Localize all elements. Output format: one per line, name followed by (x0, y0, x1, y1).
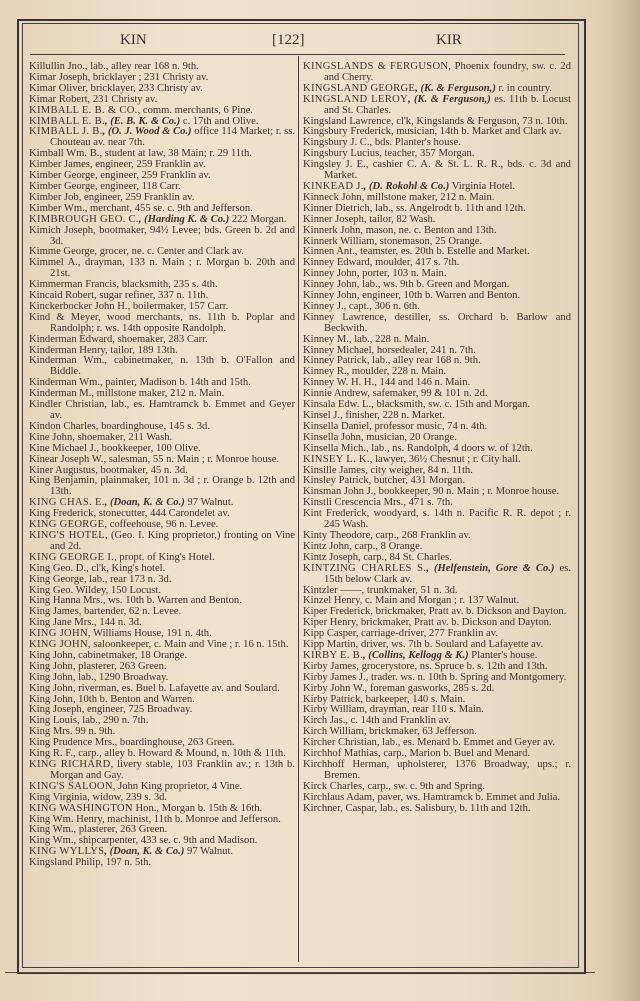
entry-name: Kirchlaus Adam (303, 791, 373, 803)
entry-name: Kinnerk John (303, 224, 361, 236)
entry-details: , engineer, 725 Broadway. (81, 704, 193, 716)
entry-details: , tailor, 189 13th. (105, 344, 178, 356)
entry-name: Kinderman Edward (29, 333, 113, 345)
entry-name: KINGSLAND LEROY (303, 93, 408, 105)
entry-details: , 231 Christy av. (87, 93, 158, 105)
entry-name: Kinney John (303, 290, 357, 302)
entry-name: Kingsbury Lucius (303, 148, 380, 160)
entry-name: Kinney Edward (303, 257, 370, 269)
entry-name: Kinderman M. (29, 388, 92, 400)
entry-name: King John (29, 682, 73, 694)
entry-details: , riverman, es. Buel b. Lafayette av. and Soulard. (72, 682, 280, 694)
entry-details: , merchant, 455 se. c. 9th and Jefferson. (84, 202, 253, 214)
entry-details: , carp., alley b. Howard & Mound, n. 10th & 11th. (72, 748, 286, 760)
entry-details: , propt. of King's Hotel. (114, 551, 215, 563)
entry-details: , boilermaker, 157 Carr. (127, 300, 229, 312)
entry-name: Kirch Jas. (303, 715, 346, 727)
entry-details: , woodyard, s. 14th n. Pacific R. R. depot ; r. 245 Wash. (324, 508, 572, 531)
entry-details: , bookkeeper, 100 Olive. (96, 442, 201, 454)
directory-entry (29, 858, 295, 869)
entry-details: , boardinghouse, 263 Green. (114, 737, 235, 749)
entry-name: Kimber George (29, 170, 95, 182)
entry-details: , drayman, 133 n. Main ; r. Morgan b. 20th and 21st. (50, 257, 296, 280)
entry-name: KING JOHN (29, 628, 88, 640)
entry-name: KINKEAD J. (303, 180, 364, 192)
entry-firm: , (Harding K. & Co.) (138, 213, 230, 225)
entry-details: , carp., Marion b. Buel and Menard. (378, 748, 531, 760)
entry-name: Kincaid Robert (29, 290, 95, 302)
entry-details: , blacksmith, sw. c. 15th and Morgan. (371, 399, 531, 411)
entry-firm: , (Doan, K. & Co.) (104, 497, 185, 509)
entry-name: King Geo. Wildey (29, 584, 106, 596)
entry-details: , bookkeeper, 90 n. Main ; r. Monroe house. (373, 486, 560, 498)
entry-firm: , (D. Rokohl & Co.) (363, 180, 450, 192)
entry-details: , drayman, rear 110 s. Main. (364, 704, 484, 716)
entry-details: , lawyer, 36½ Chesnut ; r. City hall. (369, 453, 521, 465)
entry-name: Kinear Joseph W. (29, 453, 104, 465)
entry-name: Kimich Joseph (29, 224, 94, 236)
entry-name: KING GEORGE (29, 519, 105, 531)
entry-name: Kind & Meyer (29, 311, 98, 323)
entry-name: King Wm. Henry (29, 813, 102, 825)
entry-name: KING CHAS. E. (29, 497, 105, 509)
entry-details: , tailor, 82 Wash. (363, 213, 436, 225)
entry-details: , student at law, 38 Main; r. 29 11th. (99, 148, 252, 160)
directory-entry (303, 564, 571, 586)
directory-entry (303, 760, 571, 782)
entry-details: , professor music, 74 n. 4th. (369, 420, 488, 432)
entry-firm: , (K. & Ferguson,) (407, 93, 491, 105)
entry-details: , carp., 268 Franklin av. (370, 529, 471, 541)
entry-details: Hon., Morgan b. 15th & 16th. (132, 802, 263, 814)
entry-name: Kinsley Patrick (303, 475, 369, 487)
entry-details: , bds. Planter's house. (369, 137, 461, 149)
entry-name: King Wm. (29, 835, 74, 847)
entry-name: Kircher Christian (303, 737, 377, 749)
directory-entry (29, 258, 295, 280)
entry-details: , shoemaker, 211 Wash. (72, 431, 173, 443)
bottom-rule (5, 972, 595, 973)
entry-name: Kintzler —— (303, 584, 362, 596)
entry-name: KIMBALL J. B. (29, 126, 103, 138)
entry-details: , city weigher, 84 n. 11th. (365, 464, 473, 476)
entry-details: , cabinetmaker, n. 13th b. O'Fallon and Biddle. (50, 355, 295, 378)
directory-entry (303, 313, 571, 335)
entry-name: King John (29, 649, 73, 661)
entry-name: KING GEORGE I. (29, 551, 115, 563)
entry-name: King Prudence Mrs. (29, 737, 115, 749)
entry-details: , bootmaker, 94½ Levee; bds. Green b. 2d and 3d. (50, 224, 295, 247)
entry-name: Kimme George (29, 246, 95, 258)
entry-details: , grocer, ne. c. Center and Clark av. (94, 246, 244, 258)
entry-details: , carp., 8 Orange. (349, 540, 423, 552)
entry-firm: , (K. & Ferguson,) (415, 82, 496, 94)
entry-name: KIMBALL E. B. (29, 115, 105, 127)
column-divider (298, 56, 299, 962)
entry-name: King Geo. D. (29, 562, 87, 574)
right-column (303, 62, 571, 815)
entry-details: , driver, ws. 7th b. Soulard and Lafayette av. (355, 639, 544, 651)
entry-name: King Hanna Mrs. (29, 595, 103, 607)
entry-name: Kinney R. (303, 366, 347, 378)
entry-name: King George (29, 573, 84, 585)
entry-details: , engineer, 259 Franklin av. (78, 191, 195, 203)
entry-firm: , (O. J. Wood & Co.) (102, 126, 192, 138)
entry-name: Kinner Joseph (303, 213, 364, 225)
entry-details: , carp., sw. c. 9th and Spring. (362, 780, 486, 792)
entry-details: , brickmaker, Pratt av. b. Dickson and Dayton. (355, 617, 552, 629)
entry-name: Kindon Charles (29, 420, 96, 432)
running-header (24, 28, 576, 54)
entry-details: , porter, 103 n. Main. (356, 268, 447, 280)
entry-details: , John King proprietor, 4 Vine. (112, 780, 243, 792)
entry-name: KING'S SALOON (29, 780, 113, 792)
entry-name: Kinnen Ant. (303, 246, 355, 258)
entry-details: , wood merchants, ns. 11th b. Poplar and Randolph; r. ws. 14th opposite Randolph. (50, 311, 295, 334)
entry-name: Kinney John (303, 268, 357, 280)
left-column (29, 62, 295, 869)
entry-details: , millstone maker, 212 n. Main. (91, 388, 225, 400)
entry-name: King Mrs. (29, 726, 73, 738)
entry-details: , lab., 1290 Broadway. (72, 671, 169, 683)
entry-name: Kinnerk William (303, 235, 375, 247)
entry-name: Kinney M. (303, 333, 349, 345)
entry-name: Kinstli Crescencia Mrs. (303, 497, 404, 509)
entry-name: Killullin Jno. (29, 61, 85, 72)
entry-details: , boardinghouse, 145 s. 3d. (95, 420, 210, 432)
entry-name: KINGSLANDS & FERGUSON (303, 61, 449, 72)
directory-entry (29, 313, 295, 335)
entry-details: , cl'k, Kingslands & Ferguson, 73 n. 10th. (390, 115, 568, 127)
header-rule (30, 54, 565, 55)
entry-details: , comm. merchants, 6 Pine. (137, 104, 253, 116)
entry-name: KIRBY E. B. (303, 649, 363, 661)
entry-name: Kingsbury J. C. (303, 137, 370, 149)
entry-details: Virginia Hotel. (449, 180, 516, 192)
entry-details: , teamster, es. 20th b. Estelle and Market. (354, 246, 530, 258)
entry-details: es. 15th below Clark av. (324, 562, 572, 585)
entry-details: 97 Walnut. (184, 497, 234, 509)
entry-details: , lab., ss. Angelrodt b. 11th and 12th. (369, 202, 526, 214)
entry-details: , blacksmith, 235 s. 4th. (116, 279, 218, 291)
entry-name: King Joseph (29, 704, 82, 716)
entry-details: , salesman, 55 n. Main ; r. Monroe house. (103, 453, 280, 465)
entry-details: , plasterer, 263 Green. (72, 660, 167, 672)
entry-name: Kinney Lawrence (303, 311, 384, 323)
entry-details: , lab., ws. 9th b. Green and Morgan. (356, 279, 510, 291)
entry-name: King James (29, 606, 79, 618)
entry-details: , foreman gasworks, 285 s. 2d. (364, 682, 495, 694)
entry-details: , stonecutter, 444 Carondelet av. (93, 508, 230, 520)
entry-details: , brickmaker, Pratt av. b. Dickson and Dayton. (370, 606, 567, 618)
entry-details: , carriage-driver, 277 Franklin av. (355, 628, 498, 640)
entry-details: , 144 n. 3d. (94, 617, 142, 629)
entry-details: c. 17th and Olive. (180, 115, 259, 127)
entry-name: Kingsland Lawrence (303, 115, 391, 127)
directory-entry (29, 760, 295, 782)
entry-name: KING WASHINGTON (29, 802, 133, 814)
entry-details: , engineer, 259 Franklin av. (89, 159, 206, 171)
entry-name: Kirck Charles (303, 780, 363, 792)
entry-name: Kimmel A. (29, 257, 78, 269)
entry-details: , sugar refiner, 337 n. 11th. (94, 290, 209, 302)
entry-name: Kint Frederick (303, 508, 367, 520)
entry-name: Kinsala Edw. L. (303, 399, 372, 411)
entry-details: , trader. ws. n. 10th b. Spring and Montgomery. (365, 671, 567, 683)
header-right-guide-word: KIR (436, 32, 462, 48)
entry-details: , bootmaker, 45 n. 3d. (95, 464, 188, 476)
entry-name: KING'S HOTEL (29, 529, 105, 541)
entry-name: Kirby James J. (303, 671, 366, 683)
entry-name: Kimber Wm. (29, 202, 85, 214)
directory-entry (303, 160, 571, 182)
entry-firm: , (E. B. K. & Co.) (104, 115, 181, 127)
entry-details: , machinist, 11th b. Monroe and Jefferson. (101, 813, 281, 825)
entry-details: , horsedealer, 241 n. 7th. (371, 344, 476, 356)
entry-details: , coffeehouse, 96 n. Levee. (104, 519, 219, 531)
entry-details: , shipcarpenter, 433 se. c. 9th and Madison. (73, 835, 258, 847)
entry-name: Kiper Frederick (303, 606, 371, 618)
entry-name: Kipp Casper (303, 628, 356, 640)
entry-details: , saloonkeeper, c. Main and Vine ; r. 16 n. 15th. (87, 639, 289, 651)
entry-details: , 197 n. 5th. (100, 857, 152, 869)
entry-details: , lab., alley rear 168 n. 9th. (366, 355, 481, 367)
entry-name: Kinty Theodore (303, 529, 371, 541)
entry-details: Planter's house. (468, 649, 538, 661)
entry-details: , painter, Madison b. 14th and 15th. (100, 377, 251, 389)
entry-details: , lab., alley rear 168 n. 9th. (84, 61, 199, 72)
entry-name: Kirby Patrick (303, 693, 361, 705)
entry-name: King John (29, 660, 73, 672)
entry-name: Kingsbury Frederick (303, 126, 391, 138)
entry-name: KINSEY L. K. (303, 453, 370, 465)
entry-name: Kimber James (29, 159, 90, 171)
entry-details: , millstone maker, 212 n. Main. (361, 191, 495, 203)
entry-details: 97 Walnut. (184, 846, 234, 858)
entry-name: Kimar Oliver (29, 82, 86, 94)
entry-details: , widow, 239 s. 3d. (87, 791, 168, 803)
entry-details: 99 n. 9th. (72, 726, 116, 738)
entry-name: King Frederick (29, 508, 94, 520)
directory-entry (29, 356, 295, 378)
entry-details: , cl'k, King's hotel. (86, 562, 166, 574)
page-edge-shadow (602, 0, 640, 1001)
entry-details: , livery stable, 103 Franklin av.; r. 13th b. Morgan and Gay. (50, 759, 296, 781)
entry-details: , brickmaker, 63 Jefferson. (363, 726, 477, 738)
entry-name: King Louis (29, 715, 77, 727)
entry-name: Kinnie Andrew (303, 388, 368, 400)
entry-details: es. 11th b. Locust and St. Charles. (324, 93, 571, 116)
entry-name: Kine John (29, 431, 73, 443)
entry-name: Kipp Martin (303, 639, 356, 651)
entry-details: , lab., 290 n. 7th. (76, 715, 149, 727)
entry-name: Kinney J. (303, 300, 344, 312)
entry-details: , Williams House, 191 n. 4th. (87, 628, 212, 640)
entry-name: Kimber Job (29, 191, 79, 203)
entry-details: , safemaker, 99 & 101 n. 2d. (367, 388, 488, 400)
entry-name: Kinney Michael (303, 344, 372, 356)
entry-details: r. in country. (495, 82, 552, 94)
directory-entry (29, 531, 295, 553)
entry-details: , lab., es. Hamtramck b. Emmet and Geyer av. (50, 399, 295, 421)
entry-name: Kinney John (303, 279, 357, 291)
entry-details: , destiller, ss. Orchard b. Barlow and Beckwith. (324, 311, 571, 334)
entry-details: , lab., es. Salisbury, b. 11th and 12th. (374, 802, 531, 814)
entry-name: Kinckerbocker John H. (29, 300, 128, 312)
entry-name: Kimmerman Francis (29, 279, 117, 291)
entry-name: King John (29, 671, 73, 683)
entry-name: KIMBROUGH GEO. C. (29, 213, 139, 225)
entry-details: 222 Morgan. (229, 213, 287, 225)
entry-details: , lab., rear 173 n. 3d. (83, 573, 172, 585)
entry-details: , moulder, 417 s. 7th. (369, 257, 460, 269)
entry-details: , bartender, 62 n. Levee. (78, 606, 182, 618)
directory-entry (303, 62, 571, 84)
entry-name: King Virginia (29, 791, 88, 803)
entry-details: , paver, ws. Hamtramck b. Emmet and Julia. (372, 791, 560, 803)
entry-details: office 114 Market; r. ss. Chouteau av. near 7th. (50, 126, 295, 149)
entry-details: , lab., ns. Randolph, 4 doors w. of 12th. (365, 442, 533, 454)
entry-details: , engineer, 10th b. Warren and Benton. (356, 290, 521, 302)
entry-name: King R. F. (29, 748, 73, 760)
entry-name: Kinsille James (303, 464, 366, 476)
entry-details: , lab., es. Menard b. Emmet and Geyer av. (376, 737, 556, 749)
entry-details: , mason, ne. c. Benton and 13th. (360, 224, 497, 236)
entry-details: , bricklayer, 233 Christy av. (85, 82, 203, 94)
entry-details: , finisher, 228 n. Market. (340, 410, 445, 421)
directory-entry (303, 509, 571, 531)
entry-details: , 150 Locust. (105, 584, 161, 596)
page-number: [122] (272, 32, 305, 48)
directory-entry (29, 127, 295, 149)
entry-details: , cabinetmaker, 18 Orange. (72, 649, 188, 661)
entry-name: Kinsella Mich. (303, 442, 366, 454)
entry-name: Kirchner, Caspar (303, 802, 375, 814)
entry-firm: , (Helfenstein, Gore & Co.) (426, 562, 555, 574)
entry-name: Kimber George (29, 180, 95, 192)
entry-details: , engineer, 118 Carr. (95, 180, 181, 192)
entry-name: King John (29, 693, 73, 705)
entry-details: , cashier C. A. & St. L. R. R., bds. c. 3d and Market. (324, 159, 571, 182)
entry-name: Kirby John W. (303, 682, 365, 694)
entry-name: Kinzel Henry (303, 595, 360, 607)
entry-firm: , (Doan, K. & Co.) (104, 846, 185, 858)
entry-name: Kinsel J. (303, 410, 341, 421)
entry-details: , grocerystore, ns. Spruce b. s. 12th and 13th. (356, 660, 548, 672)
entry-details: , trunkmaker, 51 n. 3d. (361, 584, 458, 596)
entry-name: Kirchhof Mathias (303, 748, 379, 760)
header-left-guide-word: KIN (120, 32, 147, 48)
entry-name: KING WYLLYS (29, 846, 105, 858)
entry-details: , shoemaker, 283 Carr. (112, 333, 208, 345)
entry-details: , plasterer, 263 Green. (73, 824, 168, 836)
entry-name: Kintz John (303, 540, 350, 552)
entry-details: , moulder, 228 n. Main. (346, 366, 447, 378)
entry-name: KING RICHARD (29, 759, 111, 770)
entry-name: Kinner Dietrich (303, 202, 370, 214)
directory-entry (29, 400, 295, 422)
entry-name: Kinney Patrick (303, 355, 367, 367)
entry-name: Kinderman Wm. (29, 377, 101, 389)
entry-name: Kimar Joseph (29, 71, 88, 83)
entry-name: Kirch William (303, 726, 364, 738)
entry-details: , butcher, 431 Morgan. (368, 475, 466, 487)
entry-name: Kinney W. H. H. (303, 377, 375, 389)
entry-details: , carp., 84 St. Charles. (358, 551, 452, 563)
entry-details: , musician, 20 Orange. (360, 431, 457, 443)
entry-name: Kimar Robert (29, 93, 88, 105)
entry-details: , c. Main and Morgan ; r. 137 Walnut. (359, 595, 520, 607)
entry-details: , lab., 228 n. Main. (348, 333, 430, 345)
directory-entry (29, 476, 295, 498)
entry-details: , 10th b. Benton and Warren. (72, 693, 195, 705)
entry-name: Kingsland Philip (29, 857, 101, 869)
entry-details: , 471 s. 7th. (403, 497, 453, 509)
entry-details: , upholsterer, 1376 Broadway, ups.; r. Bremen. (324, 759, 571, 781)
entry-name: King Benjamin (29, 475, 95, 487)
entry-name: King Jane Mrs. (29, 617, 95, 629)
entry-name: Kiner Augustus (29, 464, 96, 476)
entry-details: , 144 and 146 n. Main. (374, 377, 471, 389)
entry-name: KING JOHN (29, 639, 88, 651)
entry-name: Kine Michael J. (29, 442, 97, 454)
entry-details: , stonemason, 25 Orange. (374, 235, 483, 247)
entry-name: Kintz Joseph (303, 551, 359, 563)
entry-details: , bricklayer ; 231 Christy av. (87, 71, 209, 83)
entry-name: KINTZING CHARLES S. (303, 562, 427, 574)
entry-details: , plainmaker, 101 n. 3d ; r. Orange b. 12th and 13th. (50, 475, 295, 498)
entry-details: , engineer, 259 Franklin av. (95, 170, 211, 182)
entry-name: Kiper Henry (303, 617, 356, 629)
entry-name: Kinderman Wm. (29, 355, 105, 367)
entry-name: Kirchhoff Herman (303, 759, 387, 770)
entry-name: Kinneck John (303, 191, 362, 203)
directory-entry (303, 95, 571, 117)
entry-name: Kinderman Henry (29, 344, 106, 356)
entry-name: Kinsman John J. (303, 486, 374, 498)
entry-details: , Phoenix foundry, sw. c. 2d and Cherry. (324, 61, 571, 83)
entry-name: KINGSLAND GEORGE (303, 82, 416, 94)
entry-name: Kinsella John (303, 431, 361, 443)
directory-entry (303, 804, 571, 815)
entry-details: , ws. 10th b. Warren and Benton. (102, 595, 242, 607)
entry-name: Kindler Christian (29, 399, 105, 411)
entry-name: Kirby James (303, 660, 357, 672)
directory-entry (29, 226, 295, 248)
entry-name: Kirby William (303, 704, 365, 716)
entry-name: Kinsella Daniel (303, 420, 370, 432)
entry-details: , teacher, 357 Morgan. (379, 148, 475, 160)
entry-details: , barkeeper, 140 s. Main. (360, 693, 466, 705)
entry-details: , capt., 306 n. 6th. (343, 300, 420, 312)
entry-name: KIMBALL E. B. & CO. (29, 104, 138, 116)
entry-details: , c. 14th and Franklin av. (345, 715, 451, 727)
entry-name: King Wm. (29, 824, 74, 836)
entry-name: Kingsley J. E. (303, 159, 366, 171)
entry-details: , musician, 14th b. Market and Clark av. (390, 126, 562, 138)
entry-details: , (Geo. I. King proprietor,) fronting on Vine and 2d. (50, 529, 295, 552)
entry-firm: , (Collins, Kellogg & K.) (363, 649, 469, 661)
entry-name: Kimball Wm. B. (29, 148, 100, 160)
